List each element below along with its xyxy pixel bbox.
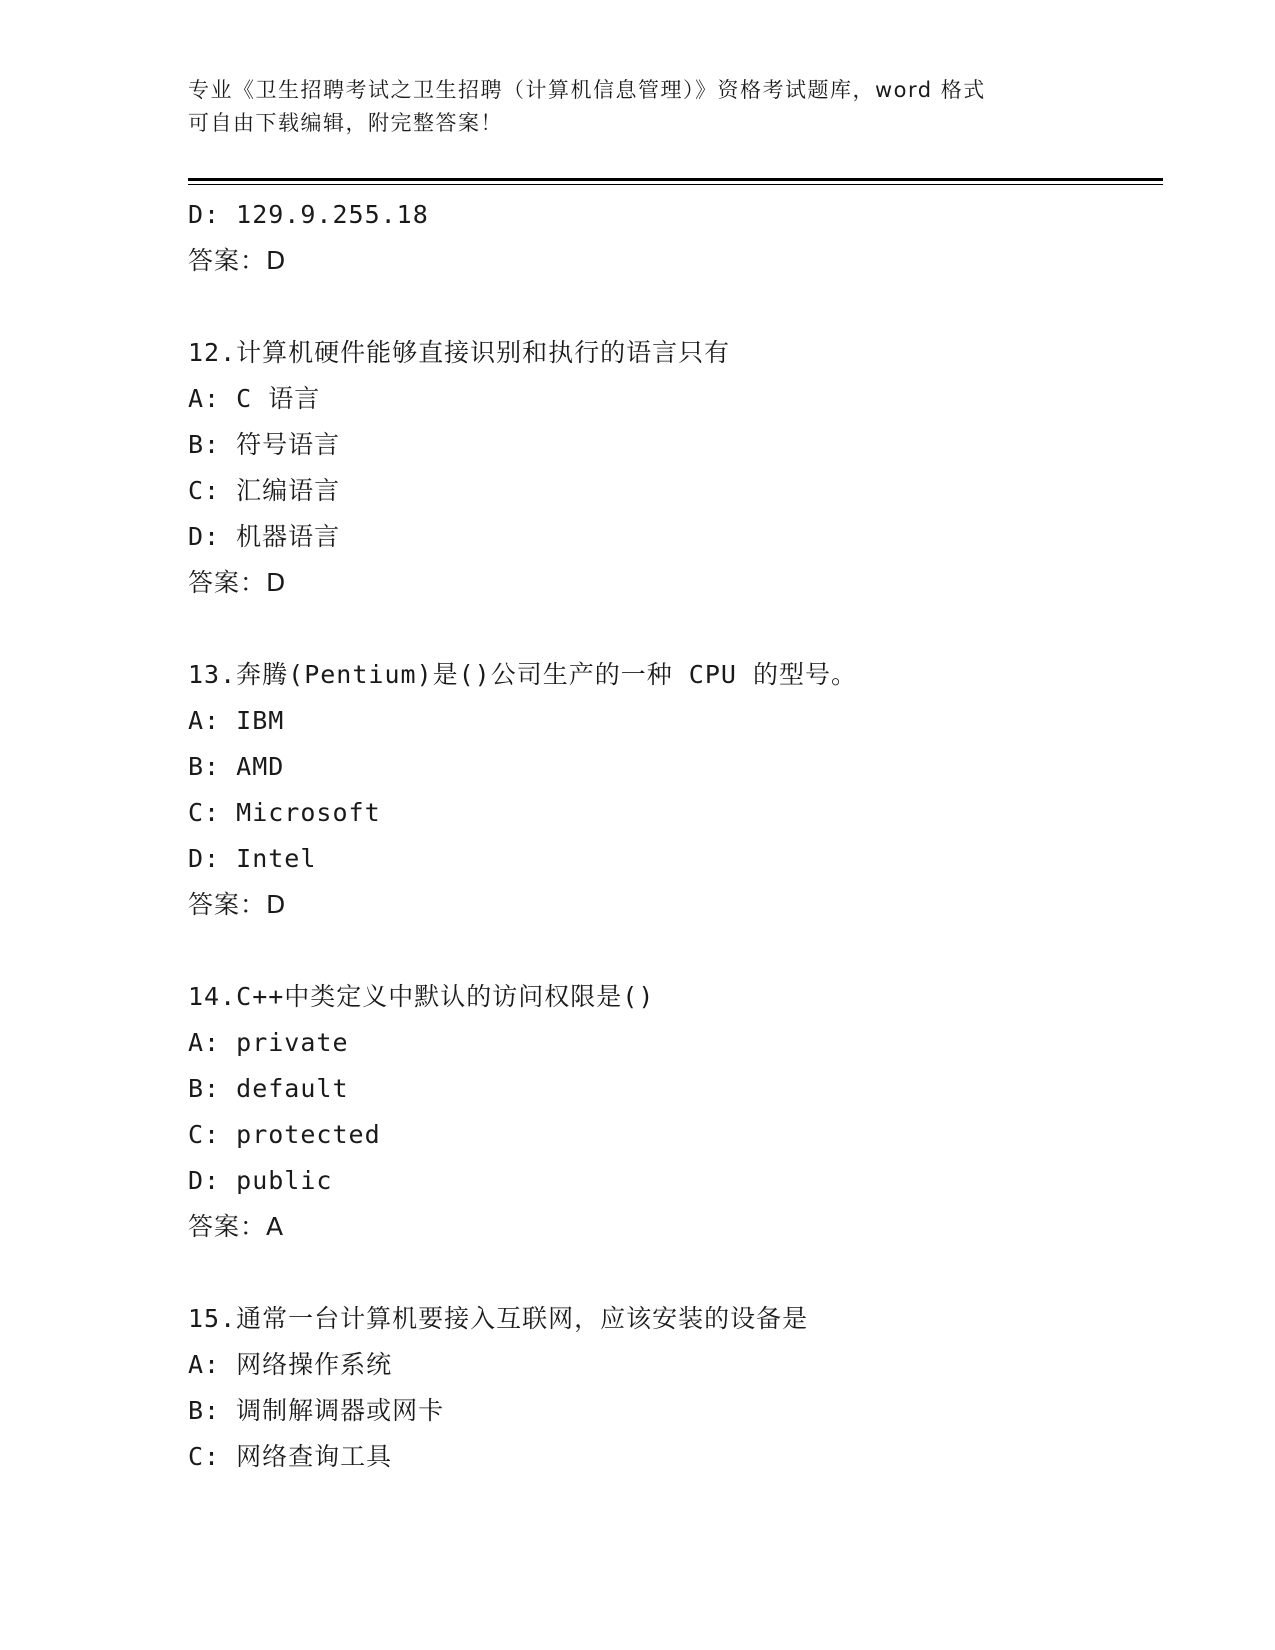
option-d: D: Intel [188, 844, 317, 873]
option-c: C: Microsoft [188, 798, 381, 827]
header-divider-thin [188, 184, 1163, 185]
question-12 [188, 330, 1163, 606]
option-a: A: private [188, 1028, 349, 1057]
leading-option: D: 129.9.255.18 [188, 200, 429, 229]
answer-line: 答案：D [188, 568, 287, 597]
question-13 [188, 652, 1163, 928]
option-c: C: protected [188, 1120, 381, 1149]
question-title: 13.奔腾(Pentium)是()公司生产的一种 CPU 的型号。 [188, 660, 857, 689]
question-gap [188, 1250, 1163, 1296]
option-d: D: public [188, 1166, 333, 1195]
header-line-2: 可自由下载编辑，附完整答案！ [188, 111, 503, 135]
question-title: 14.C++中类定义中默认的访问权限是() [188, 982, 655, 1011]
question-gap [188, 284, 1163, 330]
document-header [188, 74, 1088, 140]
question-15 [188, 1296, 1163, 1480]
header-line-1: 专业《卫生招聘考试之卫生招聘（计算机信息管理）》资格考试题库，word 格式 [188, 78, 986, 102]
answer-line: 答案：D [188, 890, 287, 919]
option-b: B: 调制解调器或网卡 [188, 1396, 445, 1425]
option-a: A: 网络操作系统 [188, 1350, 393, 1379]
question-title: 12.计算机硬件能够直接识别和执行的语言只有 [188, 338, 731, 367]
option-d: D: 机器语言 [188, 522, 341, 551]
option-b: B: default [188, 1074, 349, 1103]
option-c: C: 汇编语言 [188, 476, 341, 505]
option-b: B: 符号语言 [188, 430, 341, 459]
answer-line: 答案：A [188, 1212, 285, 1241]
header-divider-thick [188, 178, 1163, 181]
question-gap [188, 928, 1163, 974]
question-title: 15.通常一台计算机要接入互联网，应该安装的设备是 [188, 1304, 809, 1333]
option-b: B: AMD [188, 752, 285, 781]
option-c: C: 网络查询工具 [188, 1442, 393, 1471]
leading-answer: 答案：D [188, 246, 287, 275]
question-14 [188, 974, 1163, 1250]
option-a: A: IBM [188, 706, 285, 735]
question-gap [188, 606, 1163, 652]
document-body [188, 192, 1163, 1480]
option-a: A: C 语言 [188, 384, 321, 413]
